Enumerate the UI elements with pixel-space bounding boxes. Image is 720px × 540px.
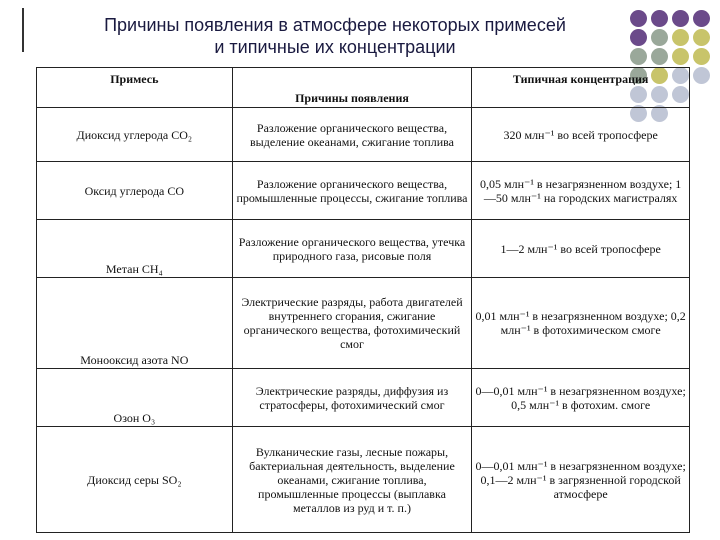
impurities-table (36, 67, 690, 533)
cell-substance: Метан CH₄ (37, 220, 233, 278)
table-row (37, 369, 690, 427)
cell-substance: Озон O₃ (37, 369, 233, 427)
decorative-dot (651, 29, 668, 46)
cell-causes: Разложение органического вещества, утечка природного газа, рисовые поля (232, 220, 472, 278)
table-header-row (37, 68, 690, 108)
cell-causes: Разложение органического вещества, выделение океанами, сжигание топлива (232, 108, 472, 162)
cell-substance: Оксид углерода CO (37, 162, 233, 220)
cell-substance: Монооксид азота NO (37, 278, 233, 369)
table-row (37, 278, 690, 369)
table-row (37, 220, 690, 278)
header-causes: Причины появления (232, 68, 472, 108)
decorative-dot (630, 29, 647, 46)
title-line-2: и типичные их концентрации (214, 37, 456, 57)
decorative-dot (693, 67, 710, 84)
cell-substance: Диоксид серы SO₂ (37, 427, 233, 533)
decorative-dot (651, 10, 668, 27)
cell-causes: Электрические разряды, диффузия из стратосферы, фотохимический смог (232, 369, 472, 427)
decorative-dot (693, 29, 710, 46)
decorative-dot (693, 48, 710, 65)
decorative-dot (672, 10, 689, 27)
decorative-dot (630, 10, 647, 27)
title-line-1: Причины появления в атмосфере некоторых примесей (104, 15, 566, 35)
cell-concentration: 0—0,01 млн⁻¹ в незагрязненном воздухе; 0,1—2 млн⁻¹ в загрязненной городской атмосфере (472, 427, 690, 533)
table-row (37, 162, 690, 220)
page-title (40, 14, 630, 58)
header-substance: Примесь (37, 68, 233, 108)
decorative-dot (630, 48, 647, 65)
decorative-dot (651, 48, 668, 65)
cell-concentration: 320 млн⁻¹ во всей тропосфере (472, 108, 690, 162)
cell-concentration: 1—2 млн⁻¹ во всей тропосфере (472, 220, 690, 278)
cell-causes: Электрические разряды, работа двигателей внутреннего сгорания, сжигание органического вещества, фотохимический смог (232, 278, 472, 369)
header-concentration: Типичная концентрация (472, 68, 690, 108)
title-accent-line (22, 8, 24, 52)
cell-causes: Вулканические газы, лесные пожары, бактериальная деятельность, выделение океанами, сжигание топлива, промышленные процессы (выплавка металлов из руд и т. п.) (232, 427, 472, 533)
table-row (37, 427, 690, 533)
cell-substance: Диоксид углерода CO₂ (37, 108, 233, 162)
table-row (37, 108, 690, 162)
decorative-dot (693, 10, 710, 27)
cell-concentration: 0,05 млн⁻¹ в незагрязненном воздухе; 1—50 млн⁻¹ на городских магистралях (472, 162, 690, 220)
cell-concentration: 0,01 млн⁻¹ в незагрязненном воздухе; 0,2 млн⁻¹ в фотохимическом смоге (472, 278, 690, 369)
decorative-dot (672, 29, 689, 46)
cell-causes: Разложение органического вещества, промышленные процессы, сжигание топлива (232, 162, 472, 220)
decorative-dot (672, 48, 689, 65)
cell-concentration: 0—0,01 млн⁻¹ в незагрязненном воздухе; 0,5 млн⁻¹ в фотохим. смоге (472, 369, 690, 427)
